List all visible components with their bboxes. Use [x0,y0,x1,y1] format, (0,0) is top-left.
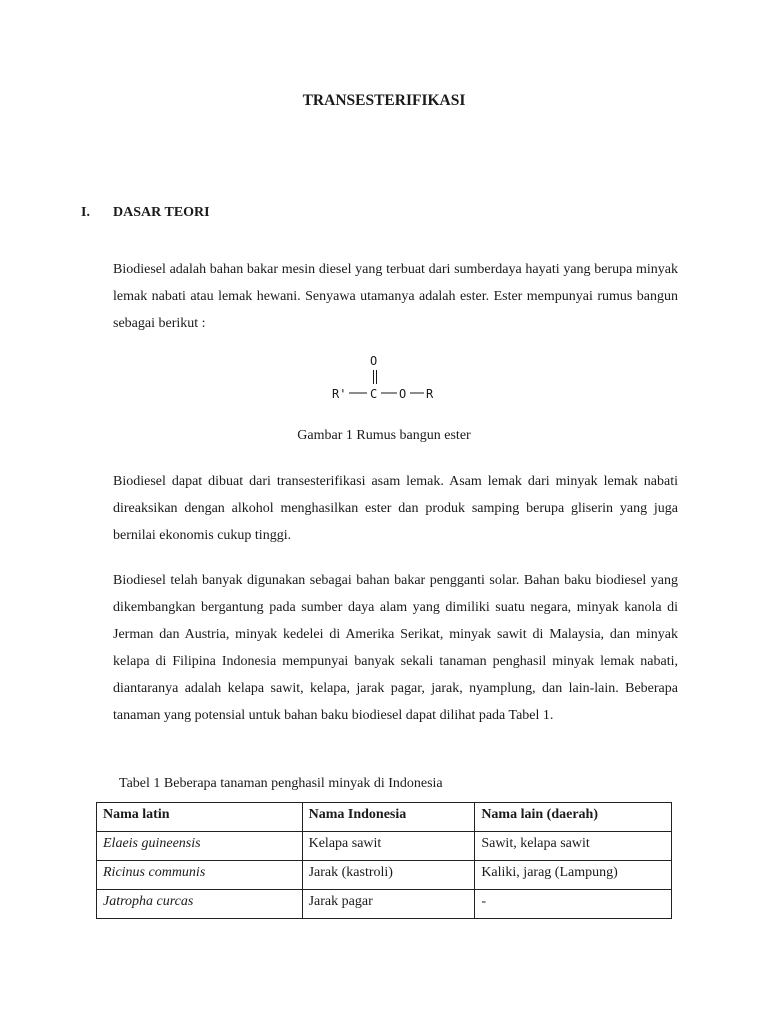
table-row [97,890,672,919]
cell-indonesian-name: Kelapa sawit [302,832,475,861]
paragraph-biodiesel-definition: Biodiesel adalah bahan bakar mesin diesel yang terbuat dari sumberdaya hayati yang berupa minyak lemak nabati atau lemak hewani. Senyawa utamanya adalah ester. Ester mempunyai rumus bangun sebagai berikut : [113,262,678,331]
column-header-latin-name: Nama latin [97,803,303,832]
paragraph-transesterification: Biodiesel dapat dibuat dari transesterifikasi asam lemak. Asam lemak dari minyak lemak nabati direaksikan dengan alkohol menghasilkan ester dan produk samping berupa gliserin yang juga bernilai ekonomis cukup tinggi. [113,474,678,543]
cell-indonesian-name: Jarak pagar [302,890,475,919]
ester-structural-formula [320,350,450,410]
formula-atom-r: R [426,387,434,401]
table-row [97,832,672,861]
column-header-regional-name: Nama lain (daerah) [475,803,672,832]
cell-latin-name: Jatropha curcas [97,890,303,919]
formula-atom-oxygen: O [399,387,407,401]
document-title: TRANSESTERIFIKASI [302,92,466,109]
cell-regional-name: Sawit, kelapa sawit [475,832,672,861]
cell-regional-name: Kaliki, jarag (Lampung) [475,861,672,890]
column-header-indonesian-name: Nama Indonesia [302,803,475,832]
section-heading: DASAR TEORI [113,205,210,220]
cell-indonesian-name: Jarak (kastroli) [302,861,475,890]
plants-table [96,802,672,919]
cell-regional-name: - [475,890,672,919]
table-caption: Tabel 1 Beberapa tanaman penghasil minyak di Indonesia [119,776,443,791]
figure-caption: Gambar 1 Rumus bangun ester [297,428,471,443]
cell-latin-name: Elaeis guineensis [97,832,303,861]
formula-atom-r-prime: R' [332,387,347,401]
paragraph-raw-materials: Biodiesel telah banyak digunakan sebagai bahan bakar pengganti solar. Bahan baku biodiesel yang dikembangkan bergantung pada sumber daya alam yang dimiliki suatu negara, minyak kanola di Jerman dan Austria, minyak kedelei di Amerika Serikat, minyak sawit di Malaysia, dan minyak kelapa di Filipina Indonesia mempunyai banyak sekali tanaman penghasil minyak lemak nabati, diantaranya adalah kelapa sawit, kelapa, jarak pagar, jarak, nyamplung, dan lain-lain. Beberapa tanaman yang potensial untuk bahan baku biodiesel dapat dilihat pada Tabel 1. [113,573,678,723]
section-number: I. [81,205,90,220]
table-row [97,861,672,890]
table-header-row [97,803,672,832]
formula-atom-top-oxygen: O [370,354,378,368]
formula-atom-carbon: C [370,387,378,401]
cell-latin-name: Ricinus communis [97,861,303,890]
